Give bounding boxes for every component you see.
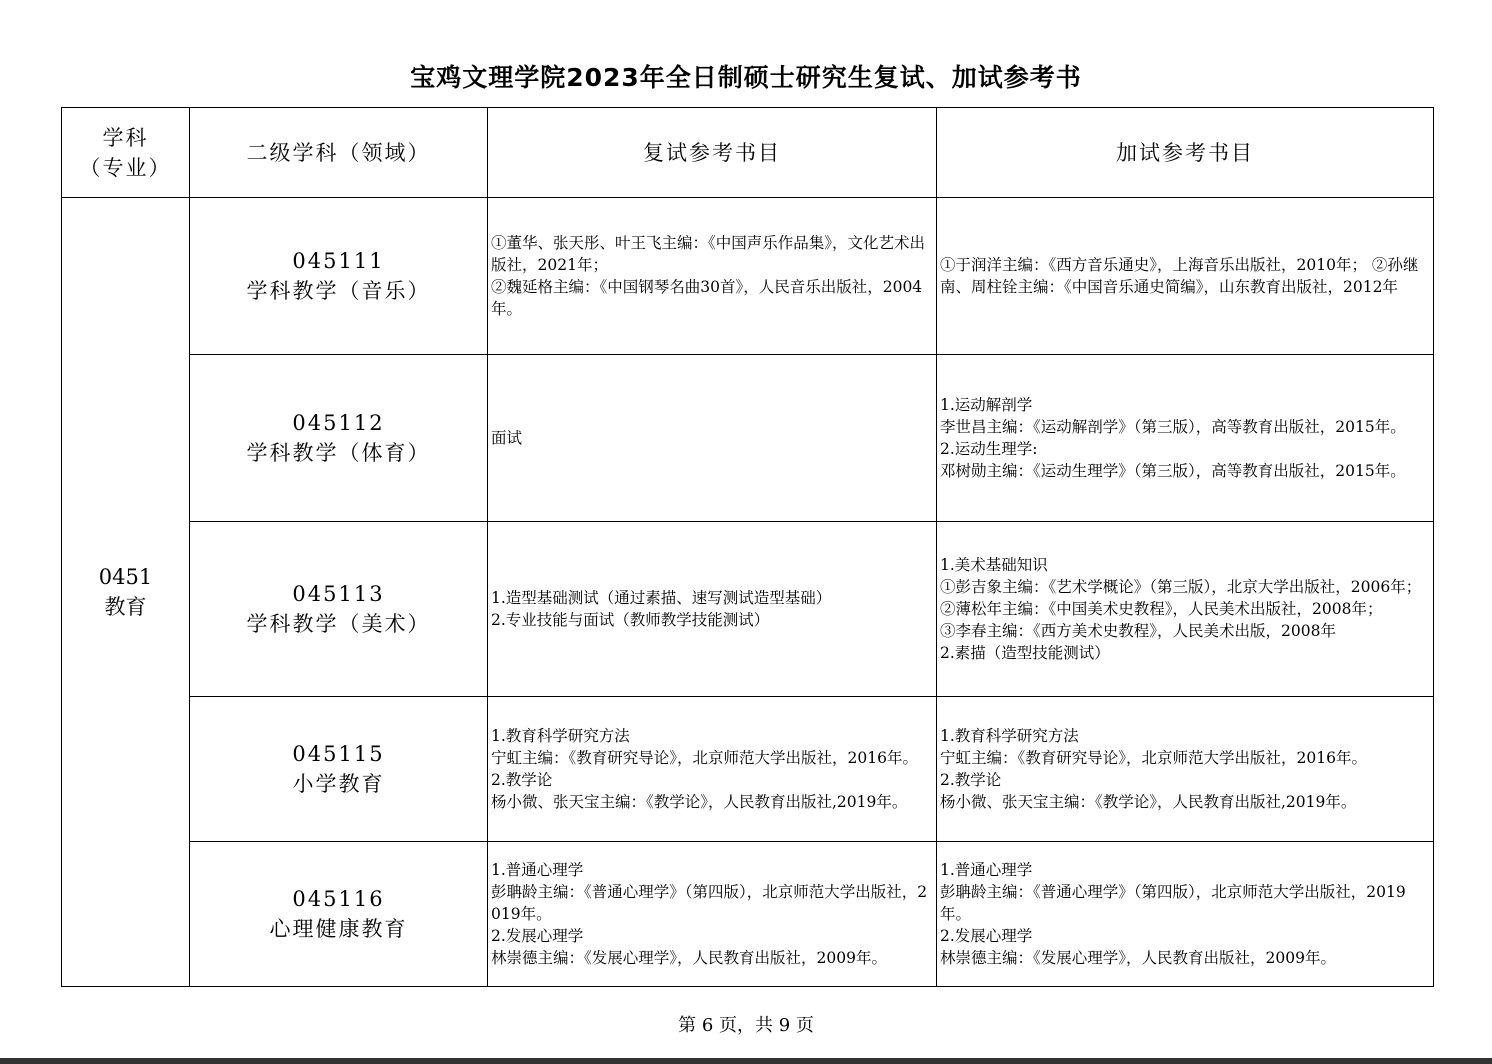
retest-book-line: 林崇德主编：《发展心理学》，人民教育出版社，2009年。 xyxy=(491,949,887,967)
extra-book-line: 邓树勋主编：《运动生理学》（第三版），高等教育出版社，2015年。 xyxy=(940,462,1406,480)
extra-book-line: 林崇德主编：《发展心理学》，人民教育出版社，2009年。 xyxy=(940,949,1336,967)
header-extra: 加试参考书目 xyxy=(937,108,1434,198)
retest-book-line: 2.发展心理学 xyxy=(491,927,584,945)
extra-books-cell xyxy=(937,522,1434,697)
header-row xyxy=(62,108,1434,198)
retest-book-line: 宁虹主编：《教育研究导论》，北京师范大学出版社，2016年。 xyxy=(491,749,918,767)
reference-table xyxy=(61,107,1434,987)
retest-book-line: ②魏延格主编：《中国钢琴名曲30首》，人民音乐出版社，2004年。 xyxy=(491,278,923,318)
extra-book-line: 1.教育科学研究方法 xyxy=(940,727,1079,745)
extra-book-line: 1.普通心理学 xyxy=(940,861,1033,879)
retest-book-line: 1.造型基础测试（通过素描、速写测试造型基础） xyxy=(491,589,832,607)
page-footer: 第 6 页，共 9 页 xyxy=(678,1015,814,1036)
table-row xyxy=(62,522,1434,697)
major-cell xyxy=(190,198,488,355)
major-cell xyxy=(190,522,488,697)
retest-books-cell xyxy=(488,697,937,842)
header-major: 二级学科（领域） xyxy=(190,108,488,198)
header-subject xyxy=(62,108,190,198)
major-code: 045112 xyxy=(292,411,385,435)
major-name: 学科教学（音乐） xyxy=(246,279,431,303)
major-code: 045116 xyxy=(292,887,385,911)
extra-book-line: 彭聃龄主编：《普通心理学》（第四版），北京师范大学出版社，2019年。 xyxy=(940,883,1406,923)
major-cell xyxy=(190,355,488,522)
table-row xyxy=(62,697,1434,842)
major-name: 小学教育 xyxy=(292,772,385,796)
major-name: 学科教学（美术） xyxy=(246,612,431,636)
major-code: 045111 xyxy=(292,249,385,273)
extra-book-line: 宁虹主编：《教育研究导论》，北京师范大学出版社，2016年。 xyxy=(940,749,1367,767)
extra-books-cell xyxy=(937,697,1434,842)
extra-book-line: 杨小微、张天宝主编：《教学论》，人民教育出版社,2019年。 xyxy=(940,793,1357,811)
extra-book-line: ③李春主编：《西方美术史教程》，人民美术出版，2008年 xyxy=(940,622,1336,640)
table-row xyxy=(62,842,1434,987)
extra-books-cell xyxy=(937,198,1434,355)
retest-books-cell xyxy=(488,355,937,522)
retest-book-line: 2.专业技能与面试（教师教学技能测试） xyxy=(491,611,770,629)
extra-book-line: 2.素描（造型技能测试） xyxy=(940,644,1110,662)
header-subject-line2: （专业） xyxy=(79,155,172,180)
retest-book-line: 彭聃龄主编：《普通心理学》（第四版），北京师范大学出版社，2019年。 xyxy=(491,883,928,923)
extra-book-line: 2.运动生理学: xyxy=(940,440,1038,458)
retest-book-line: 杨小微、张天宝主编：《教学论》，人民教育出版社,2019年。 xyxy=(491,793,908,811)
extra-book-line: 1.运动解剖学 xyxy=(940,396,1033,414)
extra-book-line: ①彭吉象主编：《艺术学概论》（第三版），北京大学出版社，2006年； xyxy=(940,578,1422,596)
bottom-bar xyxy=(0,1058,1492,1064)
retest-book-line: 2.教学论 xyxy=(491,771,553,789)
retest-book-line: 1.教育科学研究方法 xyxy=(491,727,630,745)
major-code: 045113 xyxy=(292,582,385,606)
extra-book-line: ①于润洋主编：《西方音乐通史》，上海音乐出版社，2010年； ②孙继南、周柱铨主编：《中国音乐通史简编》，山东教育出版社，2012年 xyxy=(940,256,1419,296)
table-row xyxy=(62,355,1434,522)
extra-book-line: 2.发展心理学 xyxy=(940,927,1033,945)
extra-books-cell xyxy=(937,355,1434,522)
extra-book-line: 1.美术基础知识 xyxy=(940,556,1048,574)
header-subject-line1: 学科 xyxy=(102,125,149,150)
table-row xyxy=(62,198,1434,355)
major-code: 045115 xyxy=(292,742,385,766)
subject-name: 教育 xyxy=(104,595,147,619)
retest-books-cell xyxy=(488,522,937,697)
subject-code: 0451 xyxy=(98,565,153,589)
extra-book-line: 李世昌主编：《运动解剖学》（第三版），高等教育出版社，2015年。 xyxy=(940,418,1406,436)
subject-cell xyxy=(62,198,190,987)
extra-books-cell xyxy=(937,842,1434,987)
retest-book-line: 1.普通心理学 xyxy=(491,861,584,879)
retest-books-cell xyxy=(488,842,937,987)
major-cell xyxy=(190,697,488,842)
extra-book-line: 2.教学论 xyxy=(940,771,1002,789)
retest-book-line: ①董华、张天彤、叶王飞主编：《中国声乐作品集》，文化艺术出版社，2021年； xyxy=(491,234,926,274)
major-cell xyxy=(190,842,488,987)
page-title: 宝鸡文理学院2023年全日制硕士研究生复试、加试参考书 xyxy=(410,63,1082,92)
retest-books-cell xyxy=(488,198,937,355)
major-name: 心理健康教育 xyxy=(269,917,408,941)
retest-book-line: 面试 xyxy=(491,429,523,447)
major-name: 学科教学（体育） xyxy=(246,441,431,465)
header-retest: 复试参考书目 xyxy=(488,108,937,198)
extra-book-line: ②薄松年主编：《中国美术史教程》，人民美术出版社，2008年； xyxy=(940,600,1383,618)
